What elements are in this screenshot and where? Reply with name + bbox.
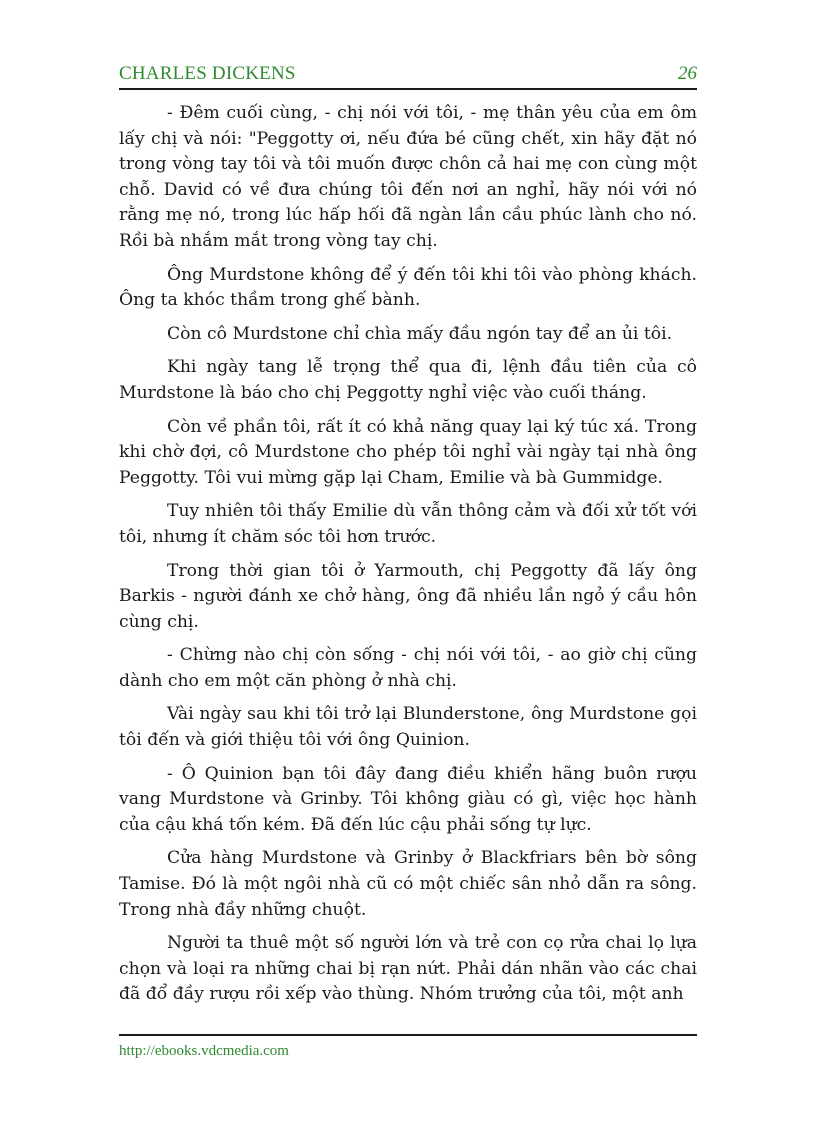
- paragraph: Người ta thuê một số người lớn và trẻ con cọ rửa chai lọ lựa chọn và loại ra những chai bị rạn nứt. Phải dán nhãn vào các chai đã đổ đầy rượu rồi xếp vào thùng. Nhóm trưởng của tôi, một anh: [119, 933, 697, 1005]
- paragraph: Tuy nhiên tôi thấy Emilie dù vẫn thông cảm và đối xử tốt với tôi, nhưng ít chăm sóc tôi hơn trước.: [119, 501, 697, 547]
- paragraph: - Ô Quinion bạn tôi đây đang điều khiển hãng buôn rượu vang Murdstone và Grinby. Tôi không giàu có gì, việc học hành của cậu khá tốn kém. Đã đến lúc cậu phải sống tự lực.: [119, 763, 697, 835]
- page-number: 26: [678, 63, 697, 84]
- header-author: CHARLES DICKENS: [119, 63, 296, 84]
- body-text: [119, 101, 697, 1016]
- paragraph: - Chừng nào chị còn sống - chị nói với tôi, - ao giờ chị cũng dành cho em một căn phòng ở nhà chị.: [119, 645, 697, 691]
- paragraph: Trong thời gian tôi ở Yarmouth, chị Peggotty đã lấy ông Barkis - người đánh xe chở hàng, ông đã nhiều lần ngỏ ý cầu hôn cùng chị.: [119, 560, 697, 632]
- paragraph: Ông Murdstone không để ý đến tôi khi tôi vào phòng khách. Ông ta khóc thầm trong ghế bành.: [119, 264, 697, 311]
- footer-link[interactable]: http://ebooks.vdcmedia.com: [119, 1043, 289, 1059]
- paragraph: Còn về phần tôi, rất ít có khả năng quay lại ký túc xá. Trong khi chờ đợi, cô Murdstone cho phép tôi nghỉ vài ngày tại nhà ông Peggotty. Tôi vui mừng gặp lại Cham, Emilie và bà Gummidge.: [119, 416, 697, 488]
- paragraph: Còn cô Murdstone chỉ chìa mấy đầu ngón tay để an ủi tôi.: [167, 323, 673, 344]
- paragraph: - Đêm cuối cùng, - chị nói với tôi, - mẹ thân yêu của em ôm lấy chị và nói: "Peggotty ơi, nếu đứa bé cũng chết, xin hãy đặt nó trong vòng tay tôi và tôi muốn được chôn cả hai mẹ con cùng một chỗ. David có về đưa chúng tôi đến nơi an nghỉ, hãy nói với nó rằng mẹ nó, trong lúc hấp hối đã ngàn lần cầu phúc lành cho nó. Rồi bà nhắm mắt trong vòng tay chị.: [119, 103, 697, 251]
- footer-divider: [119, 1034, 697, 1036]
- paragraph: Vài ngày sau khi tôi trở lại Blunderstone, ông Murdstone gọi tôi đến và giới thiệu tôi với ông Quinion.: [119, 704, 697, 751]
- paragraph: Cửa hàng Murdstone và Grinby ở Blackfriars bên bờ sông Tamise. Đó là một ngôi nhà cũ có một chiếc sân nhỏ dẫn ra sông. Trong nhà đầy những chuột.: [119, 848, 697, 920]
- page-header: [119, 60, 697, 90]
- paragraph: Khi ngày tang lễ trọng thể qua đi, lệnh đầu tiên của cô Murdstone là báo cho chị Peggotty nghỉ việc vào cuối tháng.: [119, 357, 697, 403]
